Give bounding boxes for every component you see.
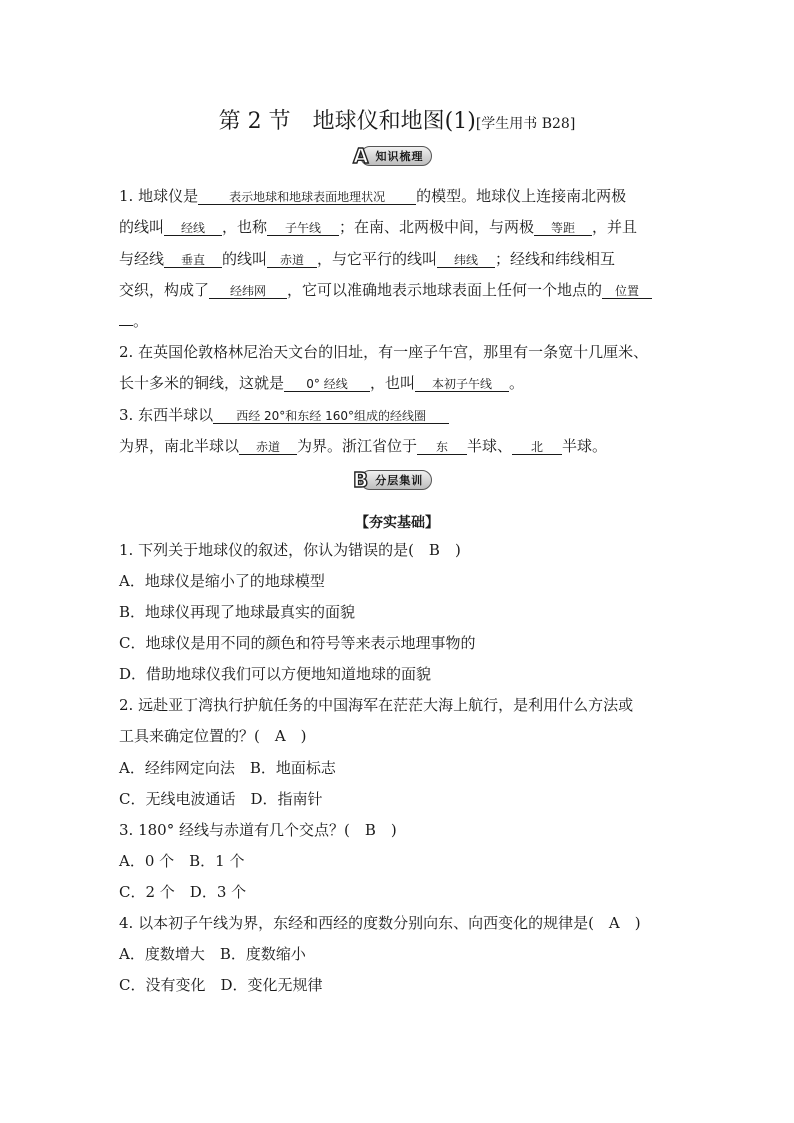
knowledge-q3-line2 — [119, 439, 607, 455]
text: 。 — [509, 374, 525, 392]
answer-blank: 0° 经线 — [284, 378, 370, 392]
text: ，并且 — [592, 218, 638, 236]
knowledge-q2-line2 — [119, 376, 524, 392]
knowledge-q1-line2 — [119, 220, 637, 236]
answer-blank: 经线 — [164, 222, 222, 236]
text: 的线叫 — [222, 250, 268, 268]
answer-blank: 等距 — [534, 222, 592, 236]
text: ；经线和纬线相互 — [495, 250, 616, 268]
text: ，也称 — [222, 218, 268, 236]
text: 与经线 — [119, 250, 165, 268]
practice-line: A．0 个 B．1 个 — [119, 852, 245, 870]
text: 为界，南北半球以 — [119, 437, 240, 455]
page-title — [0, 104, 794, 135]
practice-line: 1. 下列关于地球仪的叙述，你认为错误的是( B ) — [119, 541, 461, 559]
answer-blank: 北 — [512, 441, 562, 455]
answer-blank: 赤道 — [267, 254, 317, 268]
answer-blank-continuation — [119, 324, 133, 326]
knowledge-q1-line5 — [119, 314, 148, 329]
text: 半球、 — [467, 437, 513, 455]
practice-line: C．2 个 D．3 个 — [119, 883, 247, 901]
answer-blank: 表示地球和地球表面地理状况 — [198, 191, 416, 205]
knowledge-q1-line4 — [119, 283, 652, 299]
knowledge-q3-line1 — [119, 408, 449, 424]
text: ，它可以准确地表示地球表面上任何一个地点的 — [287, 281, 603, 299]
title-main: 第 2 节 地球仪和地图(1) — [218, 109, 476, 134]
text: 长十多米的铜线，这就是 — [119, 374, 285, 392]
knowledge-q1-line3 — [119, 252, 615, 268]
practice-line: 2. 远赴亚丁湾执行护航任务的中国海军在茫茫大海上航行，是利用什么方法或 — [119, 696, 634, 714]
title-reference: [学生用书 B28] — [475, 116, 576, 132]
text: 的模型。地球仪上连接南北两极 — [416, 187, 627, 205]
practice-line: A．地球仪是缩小了的地球模型 — [119, 572, 325, 590]
badge-label-practice: 分层集训 — [360, 470, 432, 490]
text: ；在南、北两极中间，与两极 — [339, 218, 535, 236]
text: 1. 地球仪是 — [119, 187, 199, 205]
text: 3. 东西半球以 — [119, 406, 214, 424]
text: 为界。浙江省位于 — [297, 437, 418, 455]
badge-letter-b: B — [353, 468, 369, 492]
practice-line: 3. 180° 经线与赤道有几个交点？( B ) — [119, 821, 397, 839]
answer-blank: 垂直 — [164, 254, 222, 268]
practice-line: A．度数增大 B．度数缩小 — [119, 945, 306, 963]
practice-line: A．经纬网定向法 B．地面标志 — [119, 759, 336, 777]
practice-line: C．无线电波通话 D．指南针 — [119, 790, 323, 808]
practice-line: B．地球仪再现了地球最真实的面貌 — [119, 603, 356, 621]
answer-blank: 东 — [417, 441, 467, 455]
text: ，与它平行的线叫 — [317, 250, 438, 268]
section-badge-knowledge — [353, 146, 432, 166]
text: 交织，构成了 — [119, 281, 210, 299]
knowledge-q1-line1 — [119, 189, 626, 205]
answer-blank: 本初子午线 — [415, 378, 509, 392]
answer-blank: 经纬网 — [209, 285, 287, 299]
practice-line: D．借助地球仪我们可以方便地知道地球的面貌 — [119, 665, 432, 683]
section-badge-practice — [353, 470, 432, 490]
text: ，也叫 — [370, 374, 416, 392]
knowledge-q2-line1 — [119, 345, 648, 360]
badge-letter-a: A — [353, 144, 369, 168]
answer-blank: 西经 20°和东经 160°组成的经线圈 — [213, 410, 449, 424]
practice-line: 工具来确定位置的？( A ) — [119, 727, 307, 745]
text: 2. 在英国伦敦格林尼治天文台的旧址，有一座子午宫，那里有一条宽十几厘米、 — [119, 343, 649, 361]
practice-line: 4. 以本初子午线为界，东经和西经的度数分别向东、向西变化的规律是( A ) — [119, 914, 641, 932]
badge-label-knowledge: 知识梳理 — [360, 146, 432, 166]
answer-blank: 纬线 — [437, 254, 495, 268]
answer-blank: 位置 — [602, 285, 652, 299]
text: 半球。 — [562, 437, 608, 455]
text: 。 — [133, 312, 149, 330]
answer-blank: 子午线 — [267, 222, 339, 236]
practice-heading: 【夯实基础】 — [355, 515, 439, 531]
text: 的线叫 — [119, 218, 165, 236]
answer-blank: 赤道 — [239, 441, 297, 455]
practice-line: C．没有变化 D．变化无规律 — [119, 976, 323, 994]
practice-line: C．地球仪是用不同的颜色和符号等来表示地理事物的 — [119, 634, 476, 652]
